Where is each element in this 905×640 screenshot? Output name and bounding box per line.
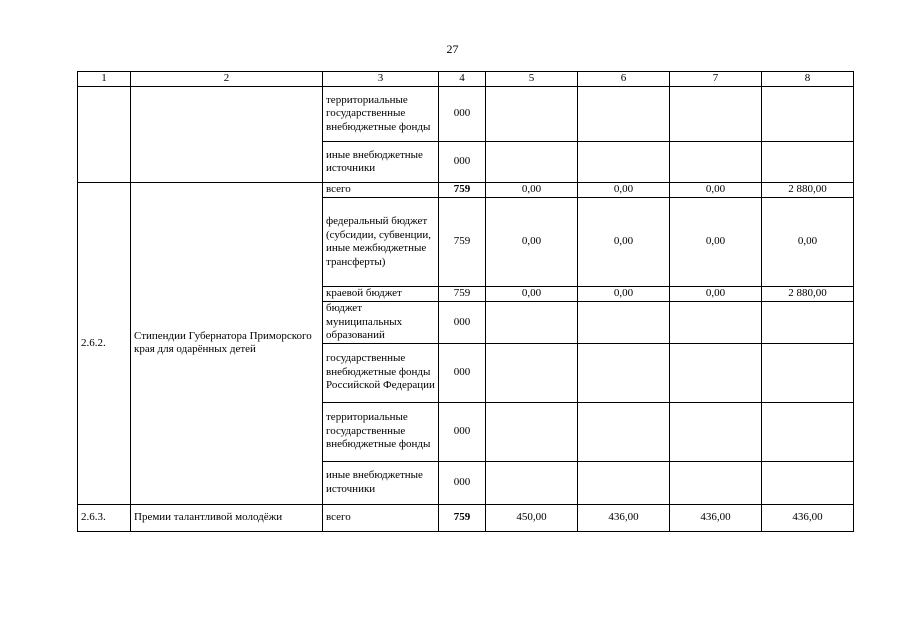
value-cell — [486, 302, 578, 344]
header-col-8: 8 — [762, 72, 854, 87]
header-col-5: 5 — [486, 72, 578, 87]
code-cell: 759 — [439, 183, 486, 198]
page-number: 27 — [446, 42, 459, 56]
value-cell — [762, 142, 854, 183]
funding-source-cell: иные внебюджетные источники — [323, 461, 439, 504]
row-number-cell — [78, 87, 131, 183]
code-cell: 759 — [439, 287, 486, 302]
header-col-4: 4 — [439, 72, 486, 87]
value-cell — [578, 461, 670, 504]
code-cell: 000 — [439, 142, 486, 183]
value-cell: 436,00 — [762, 504, 854, 531]
funding-source-cell: территориальные государственные внебюджетные фонды — [323, 402, 439, 461]
value-cell — [486, 343, 578, 402]
funding-source-cell: всего — [323, 504, 439, 531]
row-name-cell: Премии талантливой молодёжи — [131, 504, 323, 531]
value-cell — [762, 87, 854, 142]
code-cell: 759 — [439, 198, 486, 287]
code-cell: 759 — [439, 504, 486, 531]
row-number-cell: 2.6.3. — [78, 504, 131, 531]
budget-table — [77, 71, 854, 532]
header-col-2: 2 — [131, 72, 323, 87]
header-col-3: 3 — [323, 72, 439, 87]
value-cell: 436,00 — [578, 504, 670, 531]
funding-source-cell: государственные внебюджетные фонды Российской Федерации — [323, 343, 439, 402]
value-cell — [486, 142, 578, 183]
code-cell: 000 — [439, 343, 486, 402]
code-cell: 000 — [439, 461, 486, 504]
header-col-6: 6 — [578, 72, 670, 87]
table-row — [78, 183, 854, 198]
value-cell: 436,00 — [670, 504, 762, 531]
row-number-cell: 2.6.2. — [78, 183, 131, 505]
value-cell — [578, 142, 670, 183]
row-name-cell: Стипендии Губернатора Приморского края для одарённых детей — [131, 183, 323, 505]
value-cell — [578, 402, 670, 461]
value-cell: 0,00 — [670, 183, 762, 198]
header-col-1: 1 — [78, 72, 131, 87]
header-col-7: 7 — [670, 72, 762, 87]
funding-source-cell: всего — [323, 183, 439, 198]
value-cell — [670, 402, 762, 461]
value-cell: 0,00 — [486, 287, 578, 302]
value-cell: 2 880,00 — [762, 183, 854, 198]
value-cell: 2 880,00 — [762, 287, 854, 302]
value-cell: 0,00 — [670, 287, 762, 302]
header-row — [78, 72, 854, 87]
code-cell: 000 — [439, 87, 486, 142]
value-cell — [486, 402, 578, 461]
value-cell — [578, 302, 670, 344]
value-cell: 0,00 — [486, 183, 578, 198]
value-cell: 0,00 — [670, 198, 762, 287]
value-cell — [762, 343, 854, 402]
value-cell — [578, 87, 670, 142]
funding-source-cell: иные внебюджетные источники — [323, 142, 439, 183]
funding-source-cell: федеральный бюджет (субсидии, субвенции, иные межбюджетные трансферты) — [323, 198, 439, 287]
value-cell — [670, 142, 762, 183]
code-cell: 000 — [439, 402, 486, 461]
value-cell — [670, 461, 762, 504]
value-cell — [578, 343, 670, 402]
value-cell: 0,00 — [578, 183, 670, 198]
value-cell: 0,00 — [486, 198, 578, 287]
row-name-cell — [131, 87, 323, 183]
code-cell: 000 — [439, 302, 486, 344]
value-cell — [486, 87, 578, 142]
value-cell — [762, 402, 854, 461]
value-cell — [486, 461, 578, 504]
value-cell — [762, 461, 854, 504]
value-cell: 0,00 — [578, 198, 670, 287]
value-cell: 0,00 — [762, 198, 854, 287]
funding-source-cell: краевой бюджет — [323, 287, 439, 302]
table-row — [78, 504, 854, 531]
value-cell: 0,00 — [578, 287, 670, 302]
value-cell — [762, 302, 854, 344]
value-cell — [670, 87, 762, 142]
funding-source-cell: территориальные государственные внебюджетные фонды — [323, 87, 439, 142]
value-cell: 450,00 — [486, 504, 578, 531]
table-row — [78, 87, 854, 142]
value-cell — [670, 343, 762, 402]
value-cell — [670, 302, 762, 344]
funding-source-cell: бюджет муниципальных образований — [323, 302, 439, 344]
